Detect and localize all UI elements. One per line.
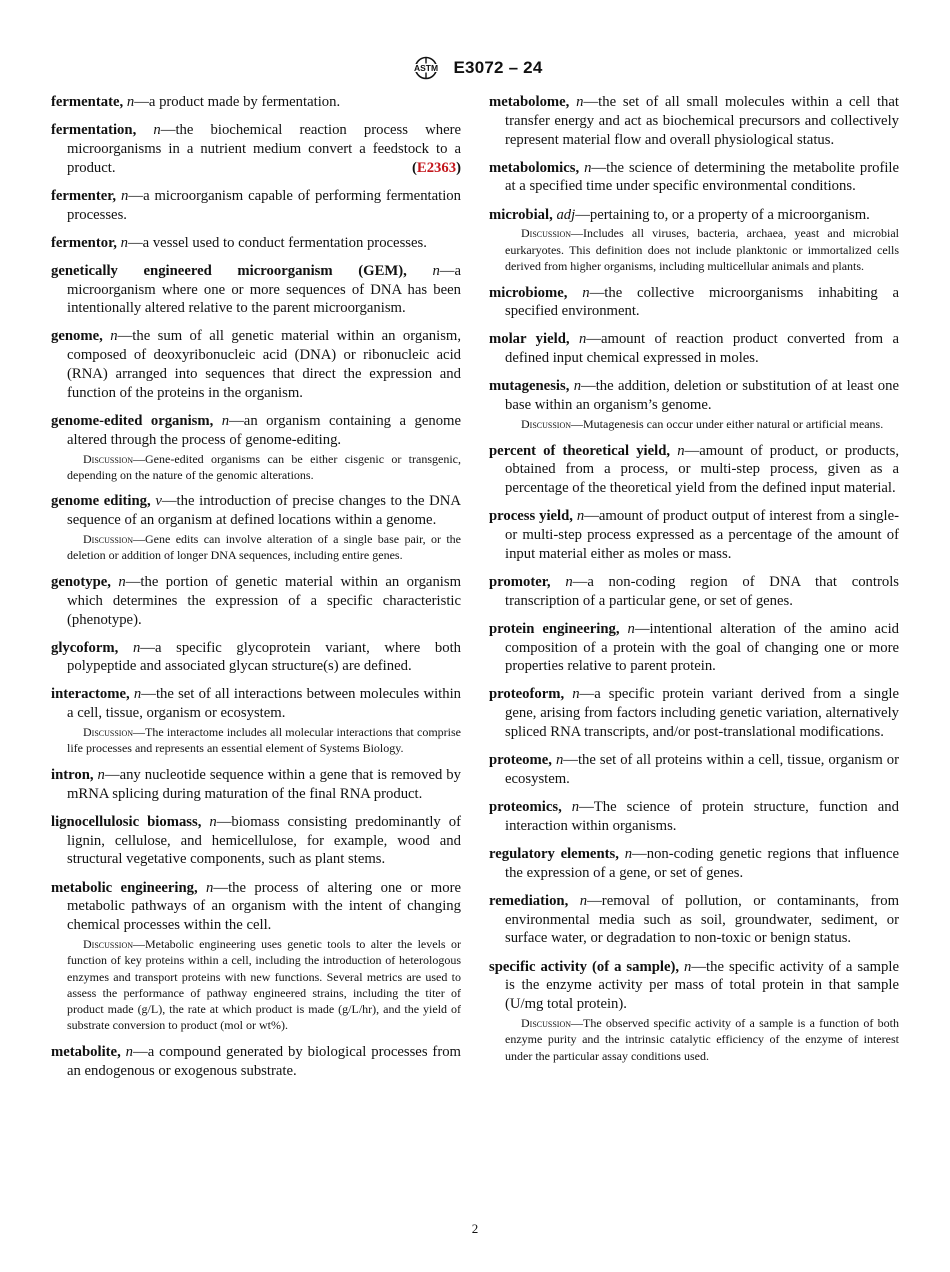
part-of-speech: n [582,284,590,301]
term: specific activity (of a sample), [489,958,680,975]
definition-entry [51,121,461,177]
part-of-speech: adj [556,206,576,223]
discussion-text: —The interactome includes all molecular interactions that comprise life processes and represents an essential element of Systems Biology. [67,725,461,756]
part-of-speech: n [206,879,214,896]
discussion-text: —Gene-edited organisms can be either cisgenic or transgenic, depending on the nature of the genomic alterations. [67,451,461,482]
part-of-speech: n [132,639,141,656]
term: glycoform, [51,639,119,656]
definition-text: —amount of product, or products, obtained from a process, or multi-step process, given as a percentage of the theoretical yield from the defined input material. [505,442,900,497]
part-of-speech: n [209,813,217,830]
term: microbiome, [489,284,568,301]
definition-text: —removal of pollution, or contaminants, from environmental media such as soil, groundwater, sediment, or surface water, or degradation to non-toxic or benign status. [505,892,900,947]
definition-entry [51,685,461,756]
part-of-speech: n [121,187,129,204]
definition-entry [51,573,461,629]
part-of-speech: n [684,958,692,975]
term: genetically engineered microorganism (GEM), [51,262,407,279]
definition-text: —pertaining to, or a property of a microorganism. [575,206,870,223]
svg-text:ASTM: ASTM [413,63,438,74]
definition-text: —the science of determining the metabolite profile at a specified time under specific environmental conditions. [505,159,900,195]
term: protein engineering, [489,620,620,637]
definition-text: —the process of altering one or more metabolic pathways of an organism with the intent of changing chemical processes within the cell. [67,879,461,934]
term: metabolomics, [489,159,580,176]
term: regulatory elements, [489,845,619,862]
definition-entry [489,377,899,432]
definition-entry [489,330,899,368]
astm-logo-icon [408,56,444,80]
definition-text: —the biochemical reaction process where microorganisms in a nutrient medium convert a feedstock to a product. [67,122,461,176]
term: percent of theoretical yield, [489,442,671,459]
term: molar yield, [489,331,570,348]
term: genome editing, [51,493,151,510]
discussion-note [67,724,461,757]
part-of-speech: n [584,159,592,176]
definition-entry [51,262,461,318]
discussion-label: Discussion [521,1015,572,1030]
term: metabolic engineering, [51,879,198,896]
definition-text: —a vessel used to conduct fermentation processes. [127,234,427,251]
definition-text: —The science of protein structure, function and interaction within organisms. [505,799,899,834]
part-of-speech: v [155,493,162,510]
definition-entry [489,573,899,611]
discussion-label: Discussion [83,725,134,740]
definition-entry [489,442,899,498]
definition-text: —the set of all interactions between molecules within a cell, tissue, organism or ecosystem. [67,686,461,722]
ref-paren-open: ( [412,159,417,176]
part-of-speech: n [126,94,135,110]
definition-text: —the sum of all genetic material within an organism, composed of deoxyribonucleic acid (DNA) or ribonucleic acid (RNA) arranged into sequences that direct the expression and function of the proteins in the organism. [67,328,462,401]
discussion-text: —Mutagenesis can occur under either natural or artificial means. [571,416,884,431]
definition-entry [489,620,899,676]
definition-entry [489,685,899,741]
definition-text: —the set of all proteins within a cell, tissue, organism or ecosystem. [505,752,899,787]
definition-entry [51,1043,461,1081]
definition-text: —a product made by fermentation. [134,94,341,110]
part-of-speech: n [555,752,564,769]
term: lignocellulosic biomass, [51,813,202,830]
definition-entry [51,879,461,1034]
definition-entry [489,206,899,275]
reference-link[interactable]: E2363 [416,159,457,176]
term: microbial, [489,206,553,223]
definition-text: —amount of reaction product converted from a defined input chemical expressed in moles. [505,331,899,367]
definition-text: —a compound generated by biological processes from an endogenous or exogenous substrate. [67,1044,461,1079]
definition-text: —the introduction of precise changes to the DNA sequence of an organism at defined locations within a genome. [67,493,462,529]
definition-entry [489,93,899,149]
discussion-label: Discussion [83,532,134,547]
term: genome-edited organism, [51,412,214,429]
discussion-text: —Includes all viruses, bacteria, archaea, yeast and microbial eurkaryotes. This definition does not include planktonic or immortalized cells derived from higher organisms, including multicellular animals and plants. [505,226,899,273]
definition-text: —non-coding genetic regions that influence the expression of a gene, or set of genes. [505,845,899,881]
page-number: 2 [471,1221,479,1236]
term: fermentation, [51,122,137,139]
part-of-speech: n [578,331,587,348]
term: fermenter, [51,187,117,204]
definition-text: —the collective microorganisms inhabiting a specified environment. [505,284,900,320]
definition-entry [51,234,461,253]
definition-entry [51,813,461,869]
discussion-text: —The observed specific activity of a sample is a function of both enzyme purity and the intrinsic catalytic efficiency of the enzyme of interest under the particular assay conditions used. [505,1015,899,1063]
discussion-label: Discussion [521,226,572,241]
discussion-text: —Metabolic engineering uses genetic tools to alter the levels or function of key proteins within a cell, including the introduction of heterologous enzymes and transport proteins with new functions. Several metrics are used to assess the performance of pathway engineered strains, including the titer of product made (g/L), the rate at which product is made (g/L/hr), and the yield of substrate conversion to product (mol or wt%). [67,936,461,1033]
definition-text: —the specific activity of a sample is the enzyme activity per mass of total protein in that sample (U/mg total protein). [505,958,899,1013]
definition-entry [51,639,461,677]
part-of-speech: n [576,94,584,110]
definition-text: —the portion of genetic material within an organism which determines the expression of a specific characteristic (phenotype). [67,573,462,628]
discussion-note [67,531,461,564]
definition-entry [51,93,461,112]
part-of-speech: n [571,799,580,816]
definition-text: —a non-coding region of DNA that controls transcription of a particular gene, or set of genes. [505,573,900,609]
term: proteoform, [489,686,565,703]
discussion-note [67,936,461,1034]
part-of-speech: n [579,892,588,909]
part-of-speech: n [120,234,128,251]
definition-entry [489,284,899,322]
term: proteomics, [489,799,562,816]
page-header [0,56,950,82]
definition-text: —a microorganism capable of performing fermentation processes. [67,187,461,223]
discussion-label: Discussion [83,936,134,951]
discussion-note [505,225,899,274]
part-of-speech: n [133,686,142,703]
part-of-speech: n [677,442,685,459]
definition-entry [489,798,899,836]
definition-entry [51,412,461,483]
discussion-note [505,416,899,432]
part-of-speech: n [97,766,105,783]
definition-entry [489,892,899,948]
ref-paren-close: ) [456,159,461,176]
discussion-label: Discussion [83,451,134,466]
part-of-speech: n [153,122,161,139]
definition-entry [489,958,899,1064]
definition-entry [51,766,461,804]
term: remediation, [489,892,569,909]
term: mutagenesis, [489,378,570,395]
definition-entry [51,492,461,563]
part-of-speech: n [118,573,126,590]
definition-entry [489,159,899,197]
definition-text: —the addition, deletion or substitution of at least one base within an organism’s genome. [505,378,899,414]
part-of-speech: n [573,378,582,395]
definition-text: —the set of all small molecules within a cell that transfer energy and act as biochemical precursors and collectively represent material flow and overall physiological status. [505,94,899,148]
definition-text: —a specific protein variant derived from a single gene, arising from factors including genetic variation, alternatively spliced RNA transcripts, and/or post-translational modifications. [505,686,900,741]
definition-text: —intentional alteration of the amino acid composition of a protein with the goal of changing one or more properties relative to parent protein. [505,620,899,675]
part-of-speech: n [576,508,585,525]
left-column [51,93,461,1090]
part-of-speech: n [565,573,573,590]
definition-text: —amount of product output of interest from a single- or multi-step process expressed as a percentage of the amount of input material either as moles or mass. [505,508,900,562]
discussion-note [67,451,461,484]
document-designation: E3072 – 24 [453,58,543,77]
definition-entry [489,845,899,883]
part-of-speech: n [110,328,118,345]
discussion-label: Discussion [521,416,572,431]
definition-entry [489,507,899,563]
term: fermentor, [51,234,117,251]
part-of-speech: n [627,620,635,637]
term: fermentate, [51,94,124,110]
term: metabolite, [51,1044,121,1061]
definition-text: —any nucleotide sequence within a gene that is removed by mRNA splicing during maturation of the final RNA product. [67,766,461,802]
definition-text: —a microorganism where one or more sequences of DNA has been intentionally altered relative to the parent microorganism. [67,262,461,317]
definition-text: —an organism containing a genome altered through the process of genome-editing. [67,412,461,448]
part-of-speech: n [432,262,440,279]
definition-entry [51,327,461,402]
definition-entry [489,751,899,789]
right-column [489,93,899,1073]
term: genotype, [51,573,111,590]
term: process yield, [489,508,573,525]
part-of-speech: n [624,845,633,862]
definition-entry [51,187,461,225]
term: genome, [51,328,103,345]
definition-text: —a specific glycoprotein variant, where both polypeptide and associated glycan structure(s) are defined. [67,639,461,675]
term: proteome, [489,752,552,769]
discussion-note [505,1015,899,1064]
term: intron, [51,766,94,783]
part-of-speech: n [572,686,580,703]
part-of-speech: n [125,1044,133,1061]
definition-text: —biomass consisting predominantly of lignin, cellulose, and hemicellulose, for example, wood and structural vegetative components, such as plant stems. [67,813,461,868]
term: promoter, [489,573,551,590]
term: interactome, [51,686,130,703]
reference [67,159,461,178]
part-of-speech: n [221,412,230,429]
term: metabolome, [489,94,570,110]
discussion-text: —Gene edits can involve alteration of a single base pair, or the deletion or addition of longer DNA sequences, including entire genes. [67,532,461,563]
